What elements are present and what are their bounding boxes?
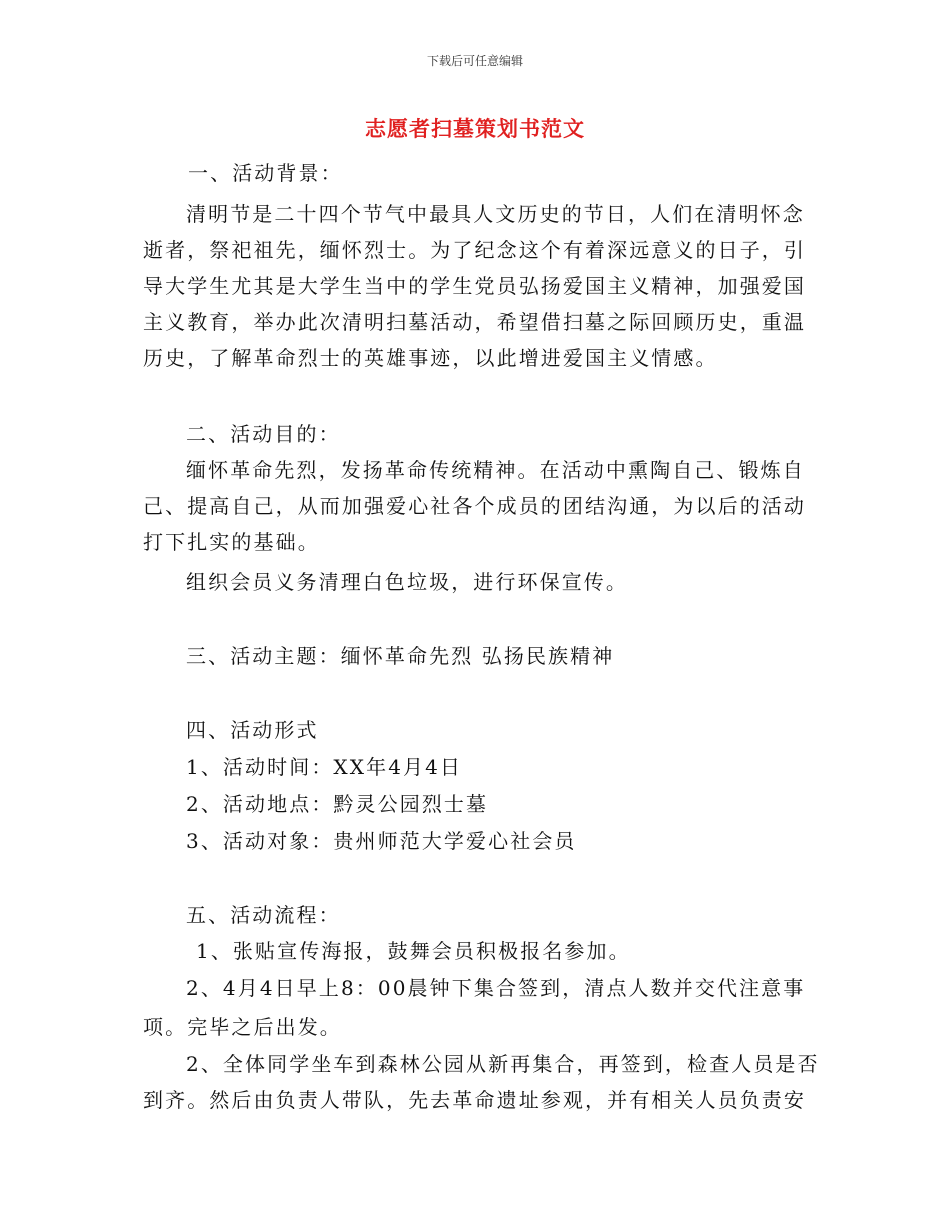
document-title: 志愿者扫墓策划书范文 <box>365 117 585 141</box>
section-heading-background: 一、活动背景： <box>188 161 343 185</box>
paragraph-line: 逝者，祭祀祖先，缅怀烈士。为了纪念这个有着深远意义的日子，引 <box>143 238 806 262</box>
header-note: 下载后可任意编辑 <box>426 54 523 68</box>
list-item: 2、全体同学坐车到森林公园从新再集合，再签到，检查人员是否 <box>186 1052 820 1076</box>
section-heading-process: 五、活动流程： <box>186 903 341 927</box>
paragraph-line: 己、提高自己，从而加强爱心社各个成员的团结沟通，为以后的活动 <box>143 494 806 518</box>
list-item: 1、活动时间：XX年4月4日 <box>186 755 463 779</box>
list-item: 3、活动对象：贵州师范大学爱心社会员 <box>186 829 577 853</box>
section-heading-purpose: 二、活动目的： <box>186 422 341 446</box>
paragraph-line: 导大学生尤其是大学生当中的学生党员弘扬爱国主义精神，加强爱国 <box>143 274 806 298</box>
paragraph-line: 项。完毕之后出发。 <box>143 1015 342 1039</box>
list-item: 2、活动地点：黔灵公园烈士墓 <box>186 792 489 816</box>
paragraph-line: 到齐。然后由负责人带队，先去革命遗址参观，并有相关人员负责安 <box>143 1088 806 1112</box>
section-heading-format: 四、活动形式 <box>186 718 319 742</box>
paragraph-line: 缅怀革命先烈，发扬革命传统精神。在活动中熏陶自己、锻炼自 <box>186 458 805 482</box>
paragraph-line: 主义教育，举办此次清明扫墓活动，希望借扫墓之际回顾历史，重温 <box>143 310 806 334</box>
paragraph-line: 历史，了解革命烈士的英雄事迹，以此增进爱国主义情感。 <box>143 346 718 370</box>
section-heading-theme: 三、活动主题：缅怀革命先烈 弘扬民族精神 <box>186 644 615 668</box>
paragraph-line: 组织会员义务清理白色垃圾，进行环保宣传。 <box>186 570 628 594</box>
list-item: 1、张贴宣传海报，鼓舞会员积极报名参加。 <box>196 939 631 963</box>
paragraph-line: 打下扎实的基础。 <box>143 530 320 554</box>
list-item: 2、4月4日早上8：00晨钟下集合签到，清点人数并交代注意事 <box>186 976 806 1000</box>
paragraph-line: 清明节是二十四个节气中最具人文历史的节日，人们在清明怀念 <box>186 202 805 226</box>
